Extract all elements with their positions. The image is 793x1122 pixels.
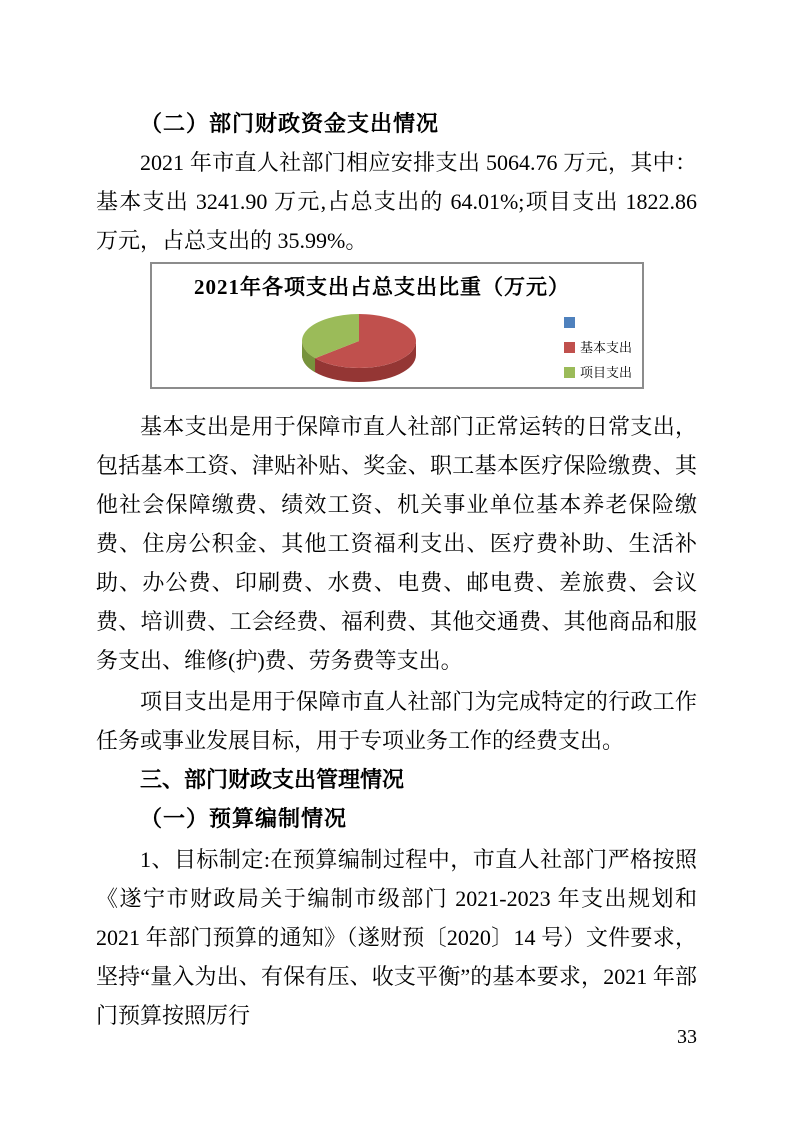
section-heading-2: （二）部门财政资金支出情况 xyxy=(140,111,440,136)
chart-title: 2021年各项支出占总支出比重（万元） xyxy=(194,275,570,299)
section-heading-3-1: （一）预算编制情况 xyxy=(140,806,348,831)
legend-item-basic xyxy=(564,335,632,360)
legend-swatch-red-icon xyxy=(564,342,575,353)
legend-label: 项目支出 xyxy=(579,365,632,380)
chart-legend xyxy=(564,310,632,385)
para-spending-overview: 2021 年市直人社部门相应安排支出 5064.76 万元，其中：基本支出 3241.90 万元,占总支出的 64.01%;项目支出 1822.86 万元，占总支出的 35.99%。 xyxy=(96,150,697,253)
page-number: 33 xyxy=(677,1026,697,1048)
section-heading-3: 三、部门财政支出管理情况 xyxy=(140,767,405,792)
para-target-setting: 1、目标制定:在预算编制过程中，市直人社部门严格按照《遂宁市财政局关于编制市级部门 2021-2023 年支出规划和 2021 年部门预算的通知》（遂财预〔2020〕14 号）文件要求，坚持“量入为出、有保有压、收支平衡”的基本要求，2021 年部门预算按照厉行 xyxy=(96,847,697,1028)
para-project-expenditure: 项目支出是用于保障市直人社部门为完成特定的行政工作任务或事业发展目标，用于专项业务工作的经费支出。 xyxy=(96,689,697,753)
legend-swatch-green-icon xyxy=(564,367,575,378)
legend-item-project xyxy=(564,360,632,385)
legend-item-empty xyxy=(564,310,632,335)
para-basic-expenditure: 基本支出是用于保障市直人社部门正常运转的日常支出，包括基本工资、津贴补贴、奖金、职工基本医疗保险缴费、其他社会保障缴费、绩效工资、机关事业单位基本养老保险缴费、住房公积金、其他工资福利支出、医疗费补助、生活补助、办公费、印刷费、水费、电费、邮电费、差旅费、会议费、培训费、工会经费、福利费、其他交通费、其他商品和服务支出、维修(护)费、劳务费等支出。 xyxy=(96,414,697,673)
expenditure-pie-chart-figure xyxy=(150,262,644,389)
legend-swatch-blue-icon xyxy=(564,317,575,328)
legend-label: 基本支出 xyxy=(579,340,632,355)
